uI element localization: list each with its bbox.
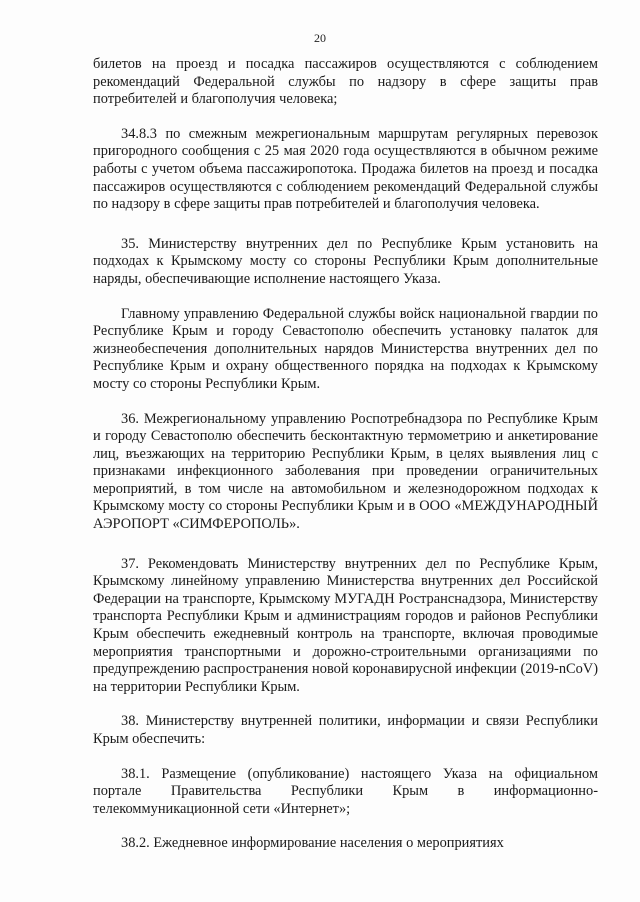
paragraph-34-8-2-continuation: билетов на проезд и посадка пассажиров осуществляются с соблюдением рекомендаций Федеральной службы по надзору в сфере защиты прав потребителей и благополучия человека; [93,56,598,108]
paragraph-34-8-3: 34.8.3 по смежным межрегиональным маршрутам регулярных перевозок пригородного сообщения с 25 мая 2020 года осуществляются в обычном режиме работы с учетом объема пассажиропотока. Продажа билетов на проезд и посадка пассажиров осуществляются с соблюдением рекомендаций Федеральной службы по надзору в сфере защиты прав потребителей и благополучия человека. [93,125,598,213]
document-body [93,56,598,853]
paragraph-38-2: 38.2. Ежедневное информирование населения о мероприятиях [121,835,504,852]
paragraph-35-national-guard: Главному управлению Федеральной службы войск национальной гвардии по Республике Крым и городу Севастополю обеспечить установку палаток для жизнеобеспечения дополнительных нарядов Министерства внутренних дел по Республике Крым и охрану общественного порядка на подходах к Крымскому мосту со стороны Республики Крым. [93,305,598,392]
paragraph-38-1: 38.1. Размещение (опубликование) настоящего Указа на официальном портале Правительства Республики Крым в информационно-телекоммуникационной сети «Интернет»; [93,765,598,817]
paragraph-37: 37. Рекомендовать Министерству внутренних дел по Республике Крым, Крымскому линейному управлению Министерства внутренних дел Российской Федерации на транспорте, Крымскому МУГАДН Ространснадзора, Министерству транспорта Республики Крым и администрациям городов и районов Республики Крым обеспечить ежедневный контроль на транспорте, включая проводимые мероприятия транспортными и дорожно-строительными организациями по предупреждению распространения новой коронавирусной инфекции (2019-nCoV) на территории Республики Крым. [93,555,598,695]
paragraph-36: 36. Межрегиональному управлению Роспотребнадзора по Республике Крым и городу Севастополю обеспечить бесконтактную термометрию и анкетирование лиц, въезжающих на территорию Республики Крым, в целях выявления лиц с признаками инфекционного заболевания при проведении ограничительных мероприятий, в том числе на автомобильном и железнодорожном подходах к Крымскому мосту со стороны Республики Крым и в ООО «МЕЖДУНАРОДНЫЙ АЭРОПОРТ «СИМФЕРОПОЛЬ». [93,410,598,533]
page-number: 20 [314,31,326,45]
paragraph-35: 35. Министерству внутренних дел по Республике Крым установить на подходах к Крымскому мосту со стороны Республики Крым дополнительные наряды, обеспечивающие исполнение настоящего Указа. [93,235,598,287]
paragraph-38: 38. Министерству внутренней политики, информации и связи Республики Крым обеспечить: [93,713,598,747]
